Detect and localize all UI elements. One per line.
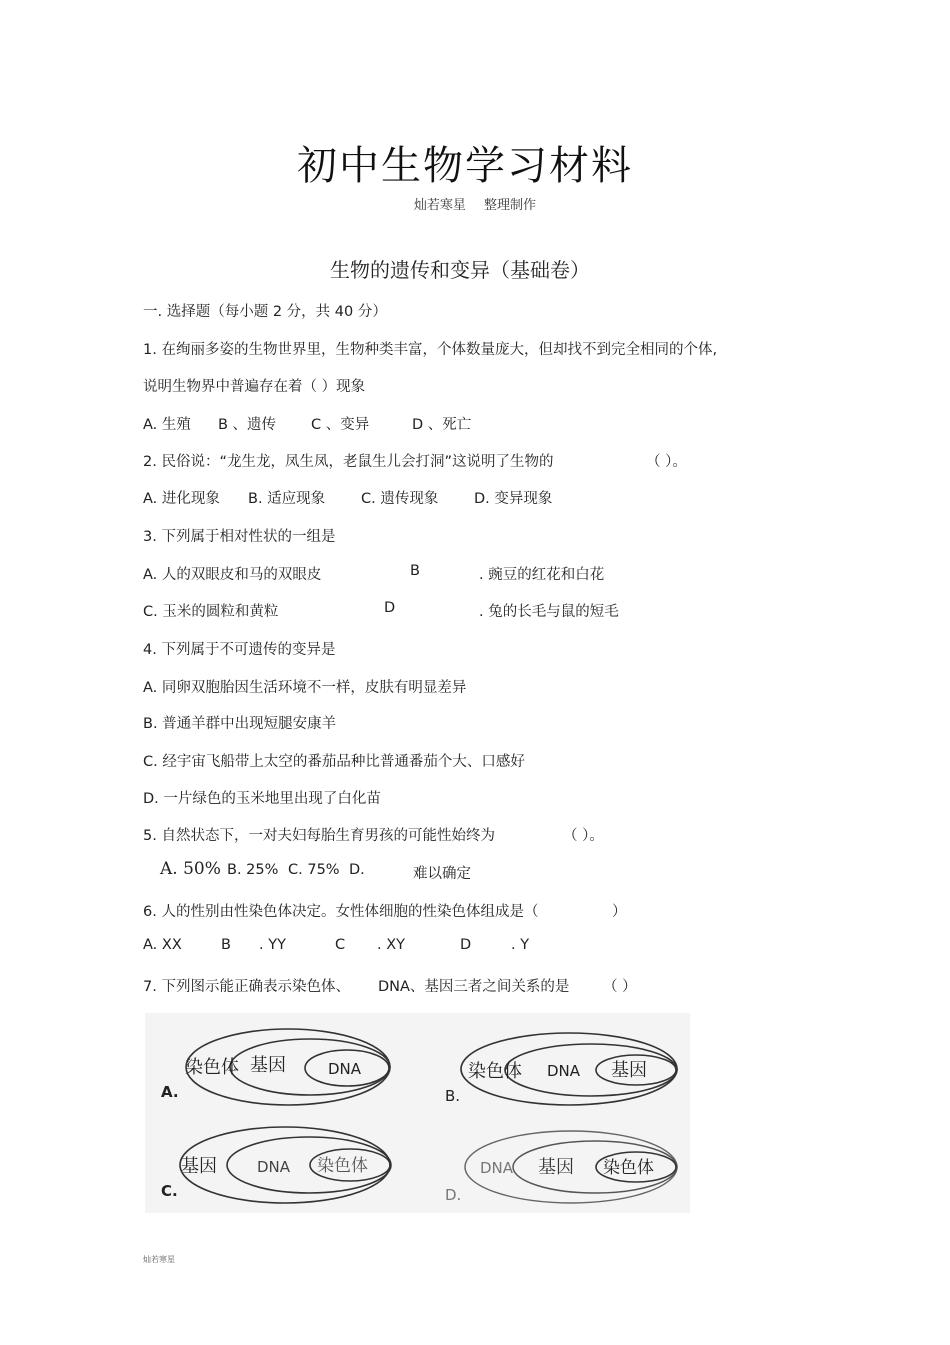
diagram-a-inner-label: DNA — [328, 1060, 362, 1078]
q3-option-b: . 豌豆的红花和白花 — [479, 567, 605, 583]
q3-option-a: A. 人的双眼皮和马的双眼皮 — [143, 567, 322, 583]
q1-stem-line2: 说明生物界中普遍存在着（ ）现象 — [143, 379, 366, 395]
diagram-c-inner-label: 染色体 — [317, 1156, 368, 1176]
diagram-a-letter: A. — [161, 1083, 179, 1101]
figure-background — [145, 1013, 690, 1213]
document-title: 初中生物学习材料 — [297, 143, 633, 189]
q1-option-c: C 、变异 — [311, 417, 370, 433]
diagram-b-letter: B. — [445, 1087, 461, 1105]
q4-option-d: D. 一片绿色的玉米地里出现了白化苗 — [143, 791, 381, 807]
diagram-b-inner-label: 基因 — [611, 1060, 647, 1081]
diagram-a-outer-label: 染色体 — [185, 1057, 239, 1078]
q4-option-c: C. 经宇宙飞船带上太空的番茄品种比普通番茄个大、口感好 — [143, 754, 525, 770]
diagram-c-outer-label: 基因 — [181, 1156, 217, 1177]
q5-option-d-letter: D. — [349, 862, 365, 878]
diagram-d-middle-label: 基因 — [538, 1157, 574, 1178]
q3-stem: 3. 下列属于相对性状的一组是 — [143, 529, 336, 545]
page-footer: 灿若寒星 — [143, 1255, 175, 1264]
q3-option-d-letter: D — [384, 600, 396, 616]
diagram-c-middle-label: DNA — [257, 1158, 291, 1176]
q3-option-d: . 兔的长毛与鼠的短毛 — [479, 604, 619, 620]
q2-stem: 2. 民俗说：“龙生龙，凤生凤，老鼠生儿会打洞”这说明了生物的 — [143, 454, 554, 470]
q4-option-b: B. 普通羊群中出现短腿安康羊 — [143, 716, 337, 732]
q2-option-b: B. 适应现象 — [248, 491, 326, 507]
q6-option-c: . XY — [377, 937, 406, 953]
q6-stem-tail: ） — [612, 904, 627, 920]
q6-option-c-letter: C — [335, 937, 346, 953]
q7-diagram-figure — [145, 1013, 690, 1213]
diagram-b-middle-label: DNA — [547, 1062, 581, 1080]
q6-option-a: A. XX — [143, 937, 182, 953]
diagram-d-outer-label: DNA — [480, 1159, 514, 1177]
q3-option-b-letter: B — [410, 563, 420, 579]
q2-option-a: A. 进化现象 — [143, 491, 220, 507]
q5-option-b: B. 25% — [227, 862, 279, 878]
exam-title: 生物的遗传和变异（基础卷） — [330, 258, 590, 282]
q4-stem: 4. 下列属于不可遗传的变异是 — [143, 642, 336, 658]
q7-stem-tail: （ ） — [603, 979, 637, 995]
q5-option-c: C. 75% — [288, 862, 340, 878]
q2-stem-tail: （ ）。 — [646, 454, 687, 470]
section-heading: 一. 选择题（每小题 2 分，共 40 分） — [143, 304, 387, 320]
q6-option-d: . Y — [511, 937, 530, 953]
q5-stem: 5. 自然状态下，一对夫妇每胎生育男孩的可能性始终为 — [143, 828, 495, 844]
q6-option-b-letter: B — [221, 937, 231, 953]
q2-option-d: D. 变异现象 — [474, 491, 553, 507]
q7-stem-mid: DNA、基因三者之间关系的是 — [378, 979, 570, 995]
diagram-c-letter: C. — [161, 1182, 178, 1200]
q6-stem: 6. 人的性别由性染色体决定。女性体细胞的性染色体组成是（ — [143, 904, 539, 920]
q2-option-c: C. 遗传现象 — [361, 491, 439, 507]
q5-stem-tail: （ ）。 — [563, 828, 604, 844]
diagram-a-middle-label: 基因 — [250, 1055, 286, 1076]
q1-stem-line1: 1. 在绚丽多姿的生物世界里，生物种类丰富，个体数量庞大，但却找不到完全相同的个体, — [143, 342, 718, 358]
q1-option-a: A. 生殖 — [143, 417, 191, 433]
diagram-b-outer-label: 染色体 — [468, 1061, 522, 1082]
q5-option-a: A. 50% — [160, 859, 221, 879]
q4-option-a: A. 同卵双胞胎因生活环境不一样，皮肤有明显差异 — [143, 680, 467, 696]
diagram-d-inner-label: 染色体 — [603, 1158, 654, 1178]
q1-option-d: D 、死亡 — [412, 417, 472, 433]
q7-stem: 7. 下列图示能正确表示染色体、 — [143, 979, 350, 995]
document-subtitle: 灿若寒星 整理制作 — [413, 198, 537, 213]
q6-option-d-letter: D — [460, 937, 472, 953]
q1-option-b: B 、遗传 — [218, 417, 277, 433]
q6-option-b: . YY — [259, 937, 286, 953]
q5-option-d: 难以确定 — [413, 866, 471, 882]
q3-option-c: C. 玉米的圆粒和黄粒 — [143, 604, 279, 620]
diagram-d-letter: D. — [445, 1186, 462, 1204]
